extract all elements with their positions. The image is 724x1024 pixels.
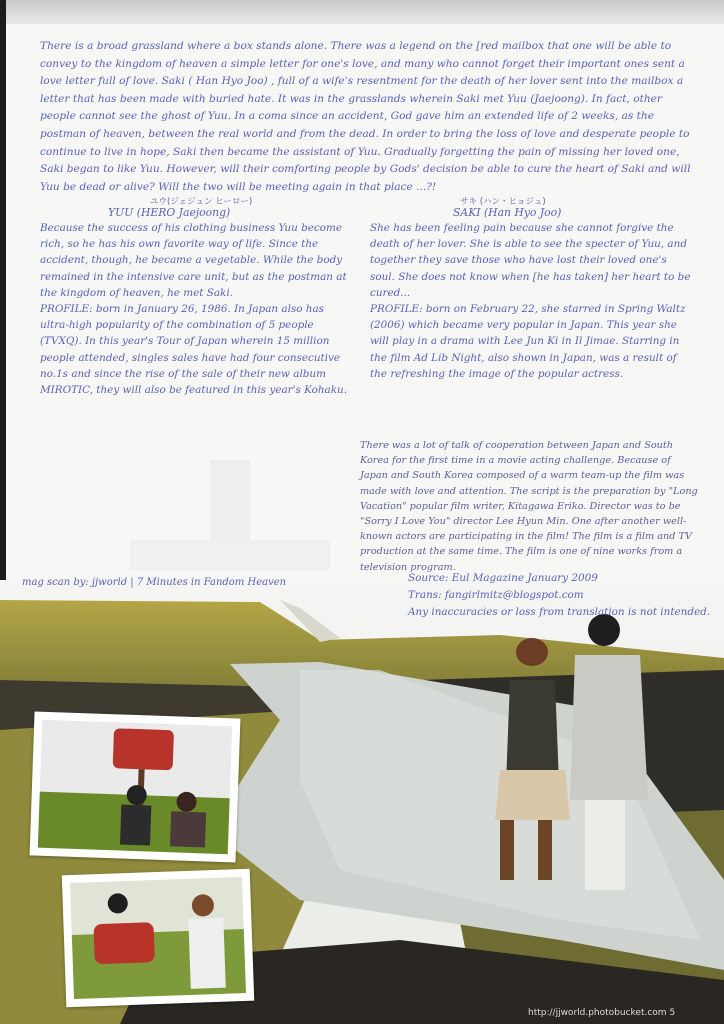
synopsis-text: There is a broad grassland where a box stands alone. There was a legend on the [red mailbox that one will be able to convey to the kingdom of heaven a simple letter for one's love, and many who cannot forget their important ones sent a love letter full of love. Saki ( Han Hyo Joo) , full of a wife's resentment for the death of her lover sent into the mailbox a letter that has been made with buried hate. It was in the grasslands wherein Saki met Yuu (Jaejoong). In fact, other people cannot see the ghost of Yuu. In a coma since an accident, God gave him an extended life of 2 weeks, as the postman of heaven, between the real world and from the dead. In order to bring the loss of love and desperate people to continue to live in hope, Saki then became the assistant of Yuu. Gradually forgetting the pain of missing her loved one, Saki began to like Yuu. However, will their comforting people by Gods' decision be able to cure the heart of Saki and will Yuu be dead or alive? Will the two will be meeting again in that place ...?! [40,40,691,193]
yuu-japanese-name: ユウ(ジェジュン ヒーロー) [150,197,253,207]
mailbox-photo-2 [62,869,254,1007]
scan-credit: mag scan by: jjworld | 7 Minutes in Fandom Heaven [22,577,287,588]
disclaimer-line: Any inaccuracies or loss from translation is not intended. [408,606,711,618]
faded-building-graphic [130,440,330,580]
saki-profile: PROFILE: born on February 22, she starred in Spring Waltz (2006) which became very popular in Japan. This year she will play in a drama with Lee Jun Ki in Il Jimae. Starring in the film Ad Lib Night, also shown in Japan, was a result of the refreshing the image of the popular actress. [370,303,686,380]
yuu-description: Because the success of his clothing business Yuu become rich, so he has his own favorite way of life. Since the accident, though, he became a vegetable. While the body remained in the intensive care unit, but as the postman at the kingdom of heaven, he met Saki. [40,222,347,299]
saki-description: She has been feeling pain because she cannot forgive the death of her lover. She is able to see the specter of Yuu, and together they save those who have lost their loved one's soul. She does not know when [he has taken] her heart to be cured... [370,222,691,299]
source-line: Source: Eul Magazine January 2009 [408,572,598,584]
scan-top-edge [0,0,724,24]
source-block [408,570,718,621]
yuu-column [40,220,356,398]
watermark-footer: http://jjworld.photobucket.com 5 [528,1008,676,1018]
saki-japanese-name: サキ (ハン・ヒョジュ) [460,197,546,207]
yuu-name-heading: YUU (HERO Jaejoong) [108,206,231,219]
red-mailbox-icon [113,728,174,770]
red-mailbox-icon-2 [93,922,154,964]
translator-line: Trans: fangirlmitz@blogspot.com [408,589,584,601]
saki-column [370,220,692,382]
mailbox-photo-1 [30,711,241,862]
movie-note: There was a lot of talk of cooperation between Japan and South Korea for the first time in a movie acting challenge. Because of Japan and South Korea composed of a warm team-up the film was made with love and attention. The script is the preparation by "Long Vacation" popular film writer, Kitagawa Eriko. Director was to be "Sorry I Love You" director Lee Hyun Min. One after another well-known actors are participating in the film! The film is a film and TV production at the same time. The film is one of nine works from a television program. [360,440,698,573]
yuu-profile: PROFILE: born in January 26, 1986. In Japan also has ultra-high popularity of the combination of 5 people (TVXQ). In this year's Tour of Japan wherein 15 million people attended, singles sales have had four consecutive no.1s and since the rise of the sale of their new album MIROTIC, they will also be featured in this year's Kohaku. [40,303,348,397]
saki-name-heading: SAKI (Han Hyo Joo) [453,206,562,219]
